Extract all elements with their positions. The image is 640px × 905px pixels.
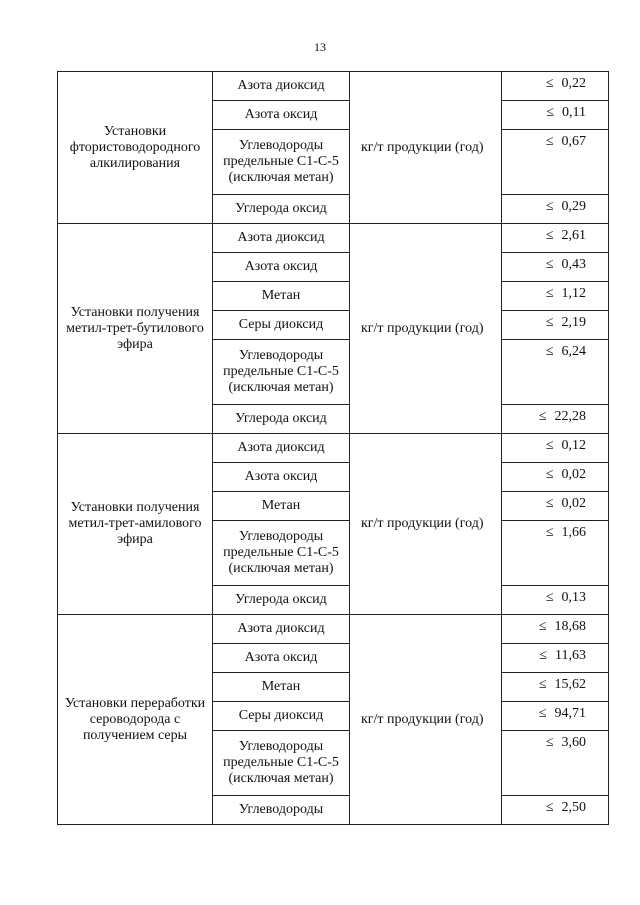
norm-value: 2,50 (561, 800, 586, 815)
norm-value: 0,43 (561, 257, 586, 272)
less-or-equal-sign: ≤ (545, 134, 554, 149)
substance-name: Углеводороды предельные С1-С-5 (исключая метан) (213, 731, 350, 796)
less-or-equal-sign: ≤ (545, 76, 554, 91)
less-or-equal-sign: ≤ (538, 619, 547, 634)
substance-name: Серы диоксид (213, 702, 350, 731)
norm-value-cell (502, 434, 609, 463)
norm-value-cell (502, 673, 609, 702)
less-or-equal-sign: ≤ (539, 648, 548, 663)
norm-value-cell (502, 796, 609, 825)
norm-value: 3,60 (561, 735, 586, 750)
norm-value-cell (502, 130, 609, 195)
substance-name: Углеводороды предельные С1-С-5 (исключая метан) (213, 340, 350, 405)
substance-name: Азота оксид (213, 253, 350, 282)
substance-name: Углеводороды (213, 796, 350, 825)
substance-name: Азота диоксид (213, 72, 350, 101)
norm-value-cell (502, 72, 609, 101)
substance-name: Метан (213, 282, 350, 311)
substance-name: Азота диоксид (213, 615, 350, 644)
norm-value-cell (502, 702, 609, 731)
substance-name: Азота диоксид (213, 224, 350, 253)
norm-value: 0,13 (561, 590, 586, 605)
norm-value: 94,71 (554, 706, 586, 721)
norm-value-cell (502, 731, 609, 796)
norm-value-cell (502, 644, 609, 673)
norm-value-cell (502, 282, 609, 311)
installation-name: Установки переработки сероводорода с получением серы (58, 615, 213, 825)
substance-name: Азота оксид (213, 463, 350, 492)
less-or-equal-sign: ≤ (545, 496, 554, 511)
norm-value: 2,19 (561, 315, 586, 330)
substance-name: Углерода оксид (213, 586, 350, 615)
column-spacer (495, 615, 502, 825)
less-or-equal-sign: ≤ (545, 228, 554, 243)
norm-value: 0,11 (562, 105, 586, 120)
norm-value-cell (502, 224, 609, 253)
unit-of-measure: кг/т продукции (год) (350, 72, 495, 224)
norm-value-cell (502, 195, 609, 224)
norm-value: 0,12 (561, 438, 586, 453)
norm-value-cell (502, 492, 609, 521)
emission-norms-table (57, 71, 609, 825)
less-or-equal-sign: ≤ (545, 199, 554, 214)
less-or-equal-sign: ≤ (545, 438, 554, 453)
unit-of-measure: кг/т продукции (год) (350, 615, 495, 825)
norm-value-cell (502, 253, 609, 282)
norm-value: 1,12 (561, 286, 586, 301)
less-or-equal-sign: ≤ (538, 706, 547, 721)
substance-name: Углерода оксид (213, 405, 350, 434)
norm-value-cell (502, 463, 609, 492)
norm-value: 0,02 (561, 496, 586, 511)
substance-name: Азота оксид (213, 101, 350, 130)
column-spacer (495, 434, 502, 615)
norm-value-cell (502, 521, 609, 586)
norm-value-cell (502, 586, 609, 615)
installation-name: Установки получения метил-трет-амилового эфира (58, 434, 213, 615)
less-or-equal-sign: ≤ (545, 800, 554, 815)
less-or-equal-sign: ≤ (545, 315, 554, 330)
less-or-equal-sign: ≤ (545, 257, 554, 272)
column-spacer (495, 72, 502, 224)
norm-value-cell (502, 340, 609, 405)
less-or-equal-sign: ≤ (545, 590, 554, 605)
norm-value: 11,63 (555, 648, 586, 663)
less-or-equal-sign: ≤ (545, 525, 554, 540)
norm-value-cell (502, 405, 609, 434)
norm-value: 6,24 (561, 344, 586, 359)
substance-name: Азота оксид (213, 644, 350, 673)
substance-name: Серы диоксид (213, 311, 350, 340)
norm-value: 18,68 (554, 619, 586, 634)
substance-name: Азота диоксид (213, 434, 350, 463)
substance-name: Углерода оксид (213, 195, 350, 224)
norm-value-cell (502, 311, 609, 340)
norm-value-cell (502, 101, 609, 130)
norm-value: 22,28 (554, 409, 586, 424)
less-or-equal-sign: ≤ (545, 286, 554, 301)
substance-name: Метан (213, 492, 350, 521)
less-or-equal-sign: ≤ (538, 409, 547, 424)
substance-name: Углеводороды предельные С1-С-5 (исключая метан) (213, 130, 350, 195)
column-spacer (495, 224, 502, 434)
less-or-equal-sign: ≤ (545, 467, 554, 482)
norm-value: 0,29 (561, 199, 586, 214)
page-number: 13 (314, 40, 326, 54)
less-or-equal-sign: ≤ (538, 677, 547, 692)
norm-value: 1,66 (561, 525, 586, 540)
substance-name: Метан (213, 673, 350, 702)
table-row (58, 72, 609, 101)
norm-value: 0,67 (561, 134, 586, 149)
unit-of-measure: кг/т продукции (год) (350, 434, 495, 615)
norm-value: 0,22 (561, 76, 586, 91)
substance-name: Углеводороды предельные С1-С-5 (исключая метан) (213, 521, 350, 586)
table-row (58, 434, 609, 463)
less-or-equal-sign: ≤ (545, 344, 554, 359)
norm-value-cell (502, 615, 609, 644)
table-row (58, 615, 609, 644)
norm-value: 15,62 (554, 677, 586, 692)
unit-of-measure: кг/т продукции (год) (350, 224, 495, 434)
norm-value: 2,61 (561, 228, 586, 243)
less-or-equal-sign: ≤ (546, 105, 555, 120)
table-row (58, 224, 609, 253)
installation-name: Установки фтористоводородного алкилирования (58, 72, 213, 224)
norm-value: 0,02 (561, 467, 586, 482)
less-or-equal-sign: ≤ (545, 735, 554, 750)
installation-name: Установки получения метил-трет-бутилового эфира (58, 224, 213, 434)
